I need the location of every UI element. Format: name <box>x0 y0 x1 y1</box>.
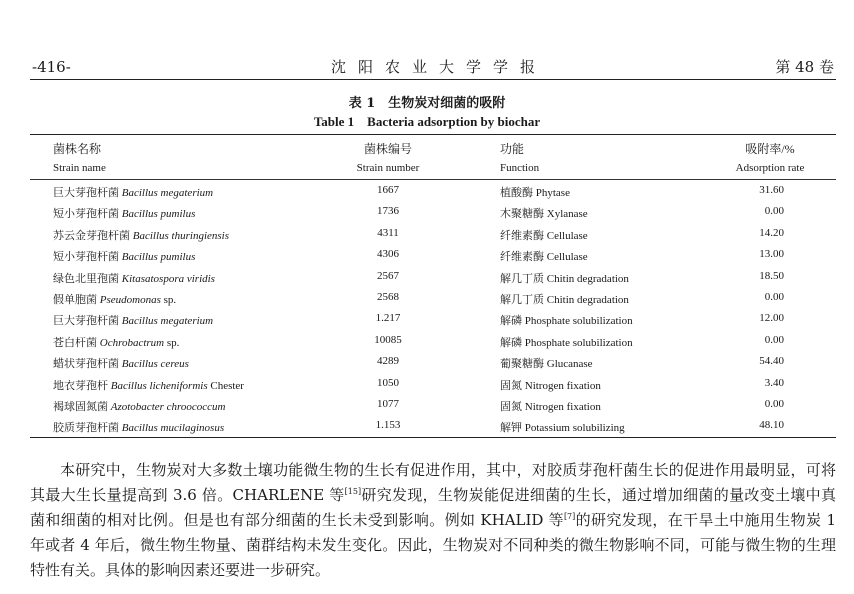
strain-name-suffix: sp. <box>164 336 180 349</box>
table-caption-cn: 表 1 生物炭对细菌的吸附 <box>348 96 506 111</box>
table-row <box>0 395 854 416</box>
header-function-en: Function <box>500 162 540 174</box>
table-row <box>0 245 854 266</box>
table-top-rule <box>30 134 836 135</box>
strain-function: 葡聚糖酶 Glucanase <box>500 358 593 371</box>
strain-name <box>53 312 213 328</box>
running-header <box>30 52 836 78</box>
strain-function: 解几丁质 Chitin degradation <box>500 294 629 306</box>
adsorption-rate: 18.50 <box>759 269 784 282</box>
strain-name-cn: 胶质芽孢杆菌 <box>53 422 122 435</box>
page-number: -416- <box>32 58 71 76</box>
strain-name-cn: 蜡状芽孢杆菌 <box>53 358 122 371</box>
strain-name-latin: Bacillus cereus <box>121 358 189 371</box>
strain-name <box>53 184 213 200</box>
table-row <box>0 352 854 373</box>
strain-name-latin: Azotobacter chroococcum <box>110 401 226 413</box>
strain-function: 固氮 Nitrogen fixation <box>500 401 601 413</box>
adsorption-rate: 0.00 <box>764 205 784 218</box>
citation-15: [15] <box>344 487 362 496</box>
adsorption-rate: 0.00 <box>764 291 784 303</box>
strain-name-latin: Bacillus pumilus <box>121 251 196 264</box>
strain-name-latin: Bacillus megaterium <box>121 187 214 199</box>
strain-name-cn: 苏云金芽孢杆菌 <box>53 229 133 242</box>
strain-function: 解磷 Phosphate solubilization <box>500 315 633 328</box>
journal-title: 沈阳农业大学学报 <box>330 58 547 76</box>
adsorption-rate: 54.40 <box>759 355 784 368</box>
strain-number: 1667 <box>377 184 399 196</box>
adsorption-rate: 3.40 <box>764 376 784 389</box>
adsorption-rate: 0.00 <box>764 333 784 346</box>
table-row <box>0 374 854 395</box>
table-caption-en: Table 1 Bacteria adsorption by biochar <box>313 114 541 129</box>
strain-name <box>53 334 179 350</box>
adsorption-rate: 31.60 <box>759 184 784 196</box>
table-row <box>0 416 854 437</box>
strain-function: 植酸酶 Phytase <box>500 187 570 199</box>
strain-name <box>53 248 195 264</box>
strain-name <box>53 355 189 371</box>
citation-7: [7] <box>563 512 576 521</box>
strain-number: 10085 <box>374 333 402 346</box>
strain-name-suffix: sp. <box>160 294 177 306</box>
strain-number: 4306 <box>377 248 399 261</box>
strain-number: 4289 <box>377 355 399 368</box>
header-rule <box>30 79 836 80</box>
body-paragraph <box>30 458 836 583</box>
strain-name-cn: 假单胞菌 <box>53 294 100 306</box>
strain-function: 解钾 Potassium solubilizing <box>500 422 625 435</box>
strain-name-latin: Bacillus thuringiensis <box>132 229 229 242</box>
strain-number: 1736 <box>377 205 399 218</box>
strain-name-cn: 地衣芽孢杆 <box>53 379 111 392</box>
table-row <box>0 331 854 352</box>
strain-function: 纤维素酶 Cellulase <box>500 251 588 264</box>
adsorption-rate: 0.00 <box>764 398 784 410</box>
strain-name-cn: 绿色北里孢菌 <box>53 272 122 285</box>
table-bottom-rule <box>30 437 836 438</box>
adsorption-rate: 13.00 <box>759 248 784 261</box>
header-adsorption-en: Adsorption rate <box>735 162 805 174</box>
table-row <box>0 181 854 202</box>
strain-name <box>53 270 215 286</box>
strain-name-latin: Bacillus licheniformis <box>110 379 208 392</box>
strain-name-latin: Bacillus mucilaginosus <box>121 422 225 435</box>
strain-function: 固氮 Nitrogen fixation <box>500 379 601 392</box>
table-row <box>0 309 854 330</box>
strain-number: 4311 <box>377 226 399 239</box>
adsorption-rate: 14.20 <box>759 226 784 239</box>
strain-name-latin: Kitasatospora viridis <box>121 272 215 285</box>
table-row <box>0 288 854 309</box>
header-function-cn: 功能 <box>500 142 525 156</box>
strain-name <box>53 377 244 393</box>
strain-name-cn: 短小芽孢杆菌 <box>53 251 122 264</box>
paragraph-text-2: 研究发现，生物炭能促进细菌的生长，通过增加细菌的量改变土壤中真菌和细菌的相对比例。但是也有部分细菌的生长未受到影响。例如 KHALID 等 <box>30 486 836 529</box>
header-strain-number-en: Strain number <box>356 162 420 174</box>
adsorption-rate: 48.10 <box>759 419 784 432</box>
strain-function: 解几丁质 Chitin degradation <box>500 272 629 285</box>
strain-name <box>53 205 195 221</box>
strain-number: 1050 <box>377 376 399 389</box>
strain-function: 木聚糖酶 Xylanase <box>500 208 588 221</box>
strain-name <box>53 227 229 243</box>
strain-name-cn: 巨大芽孢杆菌 <box>53 187 122 199</box>
strain-function: 纤维素酶 Cellulase <box>500 229 588 242</box>
paragraph-text-1: 本研究中，生物炭对大多数土壤功能微生物的生长有促进作用，其中，对胶质芽孢杆菌生长的促进作用最明显，可将其最大生长量提高到 3.6 倍。CHARLENE 等 <box>30 461 836 504</box>
table-header-rule <box>30 179 836 180</box>
table-row <box>0 224 854 245</box>
strain-name <box>53 291 176 307</box>
header-adsorption-cn: 吸附率/% <box>745 142 795 156</box>
table-row <box>0 267 854 288</box>
strain-number: 2567 <box>377 269 399 282</box>
strain-number: 1077 <box>377 398 399 410</box>
strain-name-latin: Bacillus pumilus <box>121 208 196 221</box>
paragraph-text-3: 的研究发现，在干旱土中施用生物炭 1 年或者 4 年后，微生物生物量、菌群结构未发生变化。因此，生物炭对不同种类的微生物影响不同，可能与微生物的生理特性有关。具体的影响因素还要进一步研究。 <box>30 511 836 579</box>
strain-name <box>53 398 226 414</box>
strain-name-cn: 褐球固氮菌 <box>53 401 111 413</box>
strain-name <box>53 419 224 435</box>
strain-name-suffix: Chester <box>207 379 244 392</box>
strain-number: 1.217 <box>375 312 401 325</box>
strain-name-latin: Ochrobactrum <box>99 336 165 349</box>
adsorption-rate: 12.00 <box>759 312 784 325</box>
volume-label: 第 48 卷 <box>775 58 834 76</box>
strain-number: 2568 <box>377 291 399 303</box>
header-strain-number-cn: 菌株编号 <box>363 142 412 156</box>
strain-name-latin: Bacillus megaterium <box>121 315 214 328</box>
header-strain-name-en: Strain name <box>53 162 106 174</box>
strain-number: 1.153 <box>375 419 401 432</box>
strain-name-cn: 苍白杆菌 <box>53 336 100 349</box>
strain-name-cn: 巨大芽孢杆菌 <box>53 315 122 328</box>
header-strain-name-cn: 菌株名称 <box>53 142 102 156</box>
strain-name-latin: Pseudomonas <box>99 294 161 306</box>
strain-function: 解磷 Phosphate solubilization <box>500 336 633 349</box>
strain-name-cn: 短小芽孢杆菌 <box>53 208 122 221</box>
table-row <box>0 202 854 223</box>
